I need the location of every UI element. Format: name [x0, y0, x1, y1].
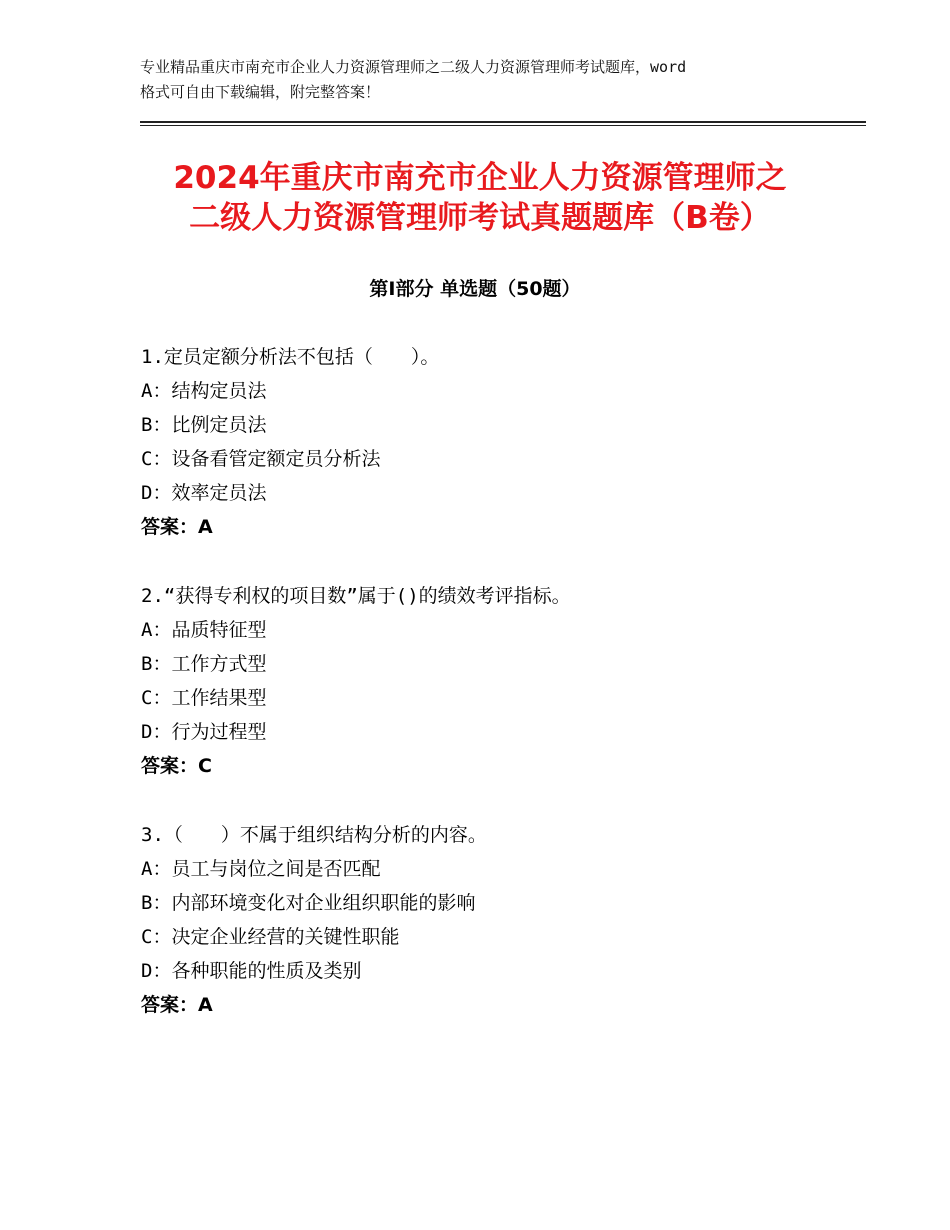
answer-line: 答案：A [141, 516, 213, 538]
document-title-line-2: 二级人力资源管理师考试真题题库（B卷） [189, 200, 771, 236]
question-item [141, 818, 861, 1022]
question-item [141, 579, 861, 783]
option-c: C：决定企业经营的关键性职能 [141, 926, 400, 948]
document-title [120, 158, 840, 238]
question-list [141, 340, 861, 1057]
question-item [141, 340, 861, 544]
answer-line: 答案：C [141, 755, 212, 777]
question-stem: 2.“获得专利权的项目数”属于()的绩效考评指标。 [141, 585, 571, 607]
header-divider-thin [140, 125, 866, 126]
header-note [140, 55, 830, 105]
option-d: D：效率定员法 [141, 482, 267, 504]
header-note-line-2: 格式可自由下载编辑，附完整答案！ [140, 83, 381, 101]
header-divider-thick [140, 121, 866, 123]
header-note-line-1: 专业精品重庆市南充市企业人力资源管理师之二级人力资源管理师考试题库，word [140, 58, 687, 76]
option-a: A：结构定员法 [141, 380, 267, 402]
option-a: A：员工与岗位之间是否匹配 [141, 858, 381, 880]
option-c: C：工作结果型 [141, 687, 267, 709]
answer-line: 答案：A [141, 994, 213, 1016]
option-d: D：各种职能的性质及类别 [141, 960, 362, 982]
question-stem: 3.（ ）不属于组织结构分析的内容。 [141, 824, 487, 846]
option-a: A：品质特征型 [141, 619, 267, 641]
document-title-line-1: 2024年重庆市南充市企业人力资源管理师之 [173, 160, 787, 196]
option-b: B：比例定员法 [141, 414, 267, 436]
option-b: B：工作方式型 [141, 653, 267, 675]
section-title: 第Ⅰ部分 单选题（50题） [369, 278, 581, 300]
option-b: B：内部环境变化对企业组织职能的影响 [141, 892, 476, 914]
option-d: D：行为过程型 [141, 721, 267, 743]
option-c: C：设备看管定额定员分析法 [141, 448, 381, 470]
question-stem: 1.定员定额分析法不包括（ ）。 [141, 346, 440, 368]
